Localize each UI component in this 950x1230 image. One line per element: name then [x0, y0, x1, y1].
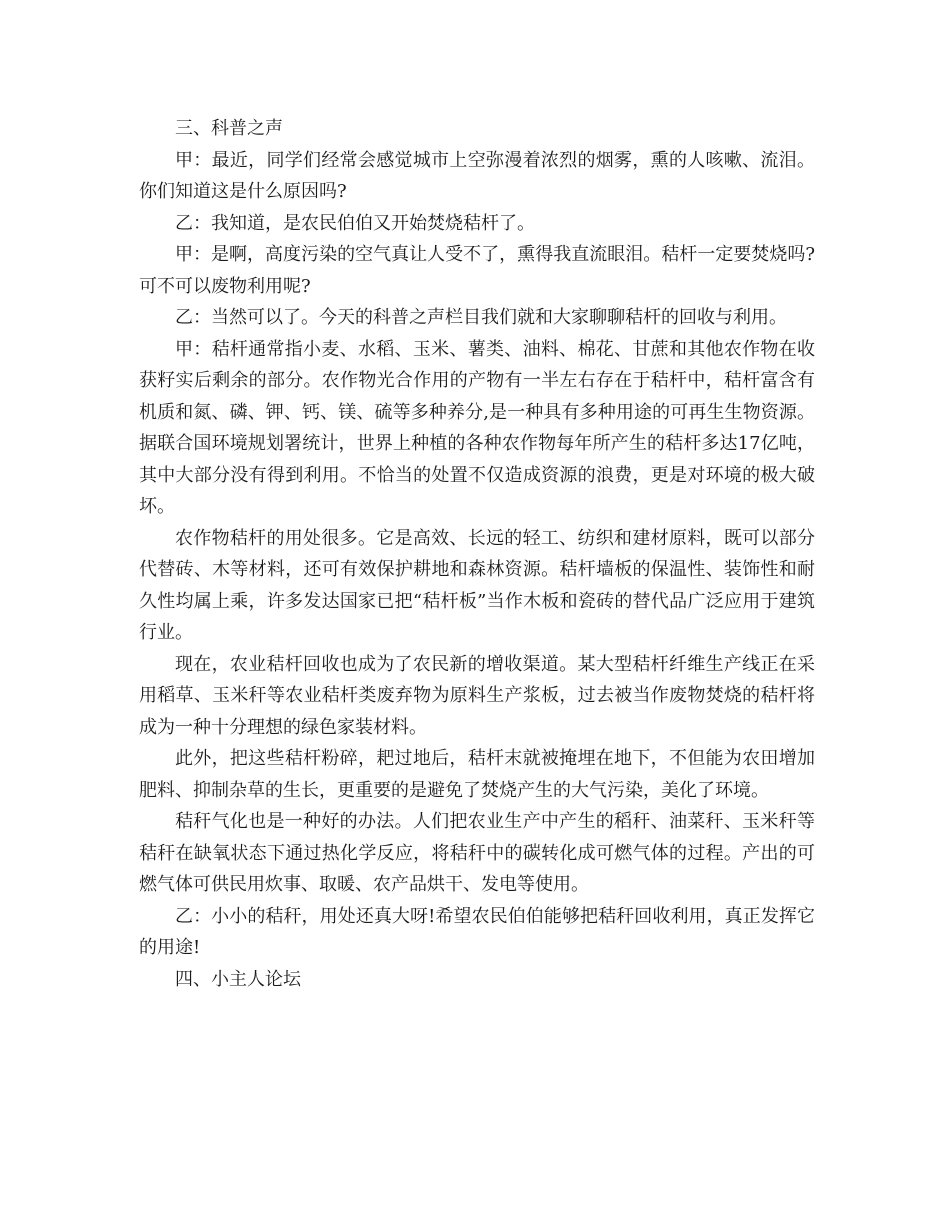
body-paragraph: 此外，把这些秸杆粉碎，耙过地后，秸杆末就被掩埋在地下，不但能为农田增加肥料、抑制杂草的生长，更重要的是避免了焚烧产生的大气污染，美化了环境。	[139, 748, 815, 801]
section-heading-science: 三、科普之声	[175, 118, 283, 139]
dialogue-paragraph: 乙：当然可以了。今天的科普之声栏目我们就和大家聊聊秸杆的回收与利用。	[175, 307, 787, 328]
body-paragraph: 秸秆气化也是一种好的办法。人们把农业生产中产生的稻秆、油菜秆、玉米秆等秸秆在缺氧状态下通过热化学反应，将秸秆中的碳转化成可燃气体的过程。产出的可燃气体可供民用炊事、取暖、农产品烘干、发电等使用。	[139, 811, 815, 895]
body-paragraph: 现在，农业秸杆回收也成为了农民新的增收渠道。某大型秸杆纤维生产线正在采用稻草、玉米秆等农业秸杆类废弃物为原料生产浆板，过去被当作废物焚烧的秸杆将成为一种十分理想的绿色家装材料。	[139, 653, 815, 738]
document-body	[139, 113, 815, 995]
dialogue-paragraph: 甲：是啊，高度污染的空气真让人受不了，熏得我直流眼泪。秸杆一定要焚烧吗?可不可以废物利用呢?	[139, 244, 815, 297]
dialogue-paragraph: 甲：最近，同学们经常会感觉城市上空弥漫着浓烈的烟雾，熏的人咳嗽、流泪。你们知道这是什么原因吗?	[139, 149, 815, 202]
dialogue-paragraph: 乙：我知道，是农民伯伯又开始焚烧秸杆了。	[175, 212, 535, 234]
body-paragraph: 农作物秸杆的用处很多。它是高效、长远的轻工、纺织和建材原料，既可以部分代替砖、木等材料，还可有效保护耕地和森林资源。秸杆墙板的保温性、装饰性和耐久性均属上乘，许多发达国家已把“秸杆板”当作木板和瓷砖的替代品广泛应用于建筑行业。	[139, 527, 815, 643]
dialogue-paragraph: 甲：秸杆通常指小麦、水稻、玉米、薯类、油料、棉花、甘蔗和其他农作物在收获籽实后剩余的部分。农作物光合作用的产物有一半左右存在于秸杆中，秸杆富含有机质和氮、磷、钾、钙、镁、硫等多种养分,是一种具有多种用途的可再生生物资源。据联合国环境规划署统计，世界上种植的各种农作物每年所产生的秸杆多达17亿吨，其中大部分没有得到利用。不恰当的处置不仅造成资源的浪费，更是对环境的极大破坏。	[139, 338, 815, 517]
dialogue-paragraph: 乙：小小的秸秆，用处还真大呀!希望农民伯伯能够把秸秆回收利用，真正发挥它的用途!	[139, 905, 815, 958]
section-heading-forum: 四、小主人论坛	[175, 968, 301, 990]
